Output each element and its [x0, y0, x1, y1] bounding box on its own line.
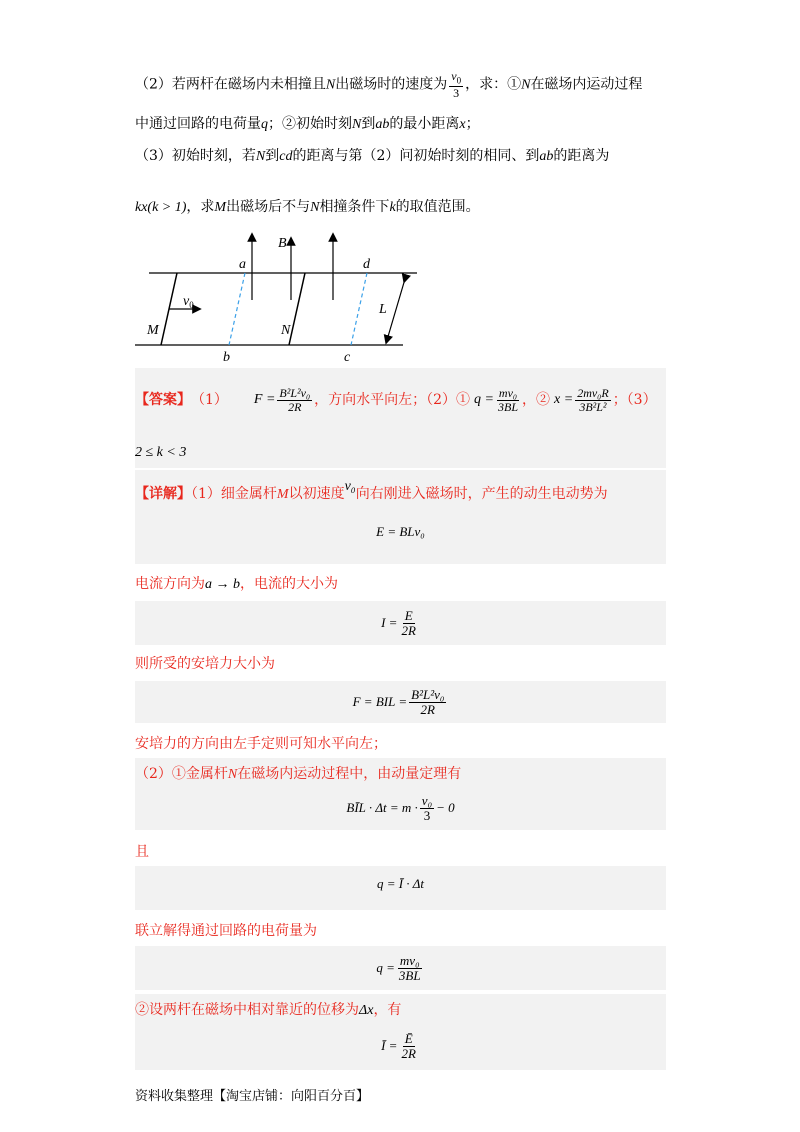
label-b: b — [223, 350, 230, 365]
label-M: M — [147, 323, 159, 338]
eq-charge-result: q = $\frac{\text{mv₀}}{3BL}$ — [376, 952, 421, 983]
detail-line8: ②设两杆在磁场中相对靠近的位移为Δx，有 — [135, 1002, 402, 1018]
label-d: d — [363, 257, 370, 272]
q2-line1: （2）若两杆在磁场内未相撞且N出磁场时的速度为 $\frac{v_0}{3}$ ，求：①N在磁场内运动过程 — [135, 69, 643, 100]
label-a: a — [239, 257, 246, 272]
q3-line2: kx(k > 1)，求M出磁场后不与N相撞条件下k的取值范围。 — [135, 199, 480, 215]
detail-line4: 安培力的方向由左手定则可知水平向左； — [135, 736, 387, 752]
footer-source: 资料收集整理【淘宝店铺：向阳百分百】 — [135, 1089, 370, 1104]
label-B: B — [278, 236, 287, 251]
eq-emf: E = BLv₀ — [376, 524, 425, 539]
detail-line1: 【详解】（1）细金属杆M以初速度v₀向右刚进入磁场时，产生的动生电动势为 — [135, 479, 608, 502]
detail-line3: 则所受的安培力大小为 — [135, 656, 275, 672]
boundary-ab — [229, 273, 245, 345]
label-N: N — [281, 323, 291, 338]
q2-line2: 中通过回路的电荷量q；②初始时刻N到ab的最小距离x； — [135, 116, 480, 132]
answer-line: 【答案】 （1） F = $\frac{\text{B²L²v₀}}{2R}$ ，方向水平向左；（2）① q = $\frac{\text{mv₀}}{3BL}$ ，② x = $\frac{\text{2mv₀R}}{\text{3B²L²}}$ ；（3） — [135, 385, 657, 414]
label-c: c — [344, 350, 351, 365]
eq-charge: q = Ī · Δt — [376, 876, 425, 891]
width-arrow — [387, 279, 405, 340]
eq-momentum: BĪL · Δt = m · $\frac{\text{v₀}}{3}$ − 0 — [346, 792, 455, 823]
v0-over-3: $\frac{v_0}{3}$ — [451, 69, 462, 100]
detail-line6: 且 — [135, 844, 149, 860]
boundary-cd — [351, 273, 367, 345]
detail-line7: 联立解得通过回路的电荷量为 — [135, 923, 317, 939]
detail-line5: （2）①金属杆N在磁场内运动过程中，由动量定理有 — [135, 766, 462, 782]
q3-line1: （3）初始时刻，若N到cd的距离与第（2）问初始时刻的相同、到ab的距离为 — [135, 148, 610, 164]
eq-avg-current: Ī = $\frac{Ē}{2R}$ — [381, 1030, 416, 1061]
eq-force: F = BIL = $\frac{\text{B²L²v₀}}{2R}$ — [352, 686, 445, 717]
eq-current: I = $\frac{E}{2R}$ — [381, 607, 416, 638]
label-v0: $v_0$ — [183, 294, 194, 310]
label-L: L — [379, 302, 387, 317]
answer-range: 2 ≤ k < 3 — [135, 445, 187, 460]
detail-line2: 电流方向为a → b，电流的大小为 — [135, 576, 338, 592]
magnetic-field-diagram — [135, 225, 425, 365]
